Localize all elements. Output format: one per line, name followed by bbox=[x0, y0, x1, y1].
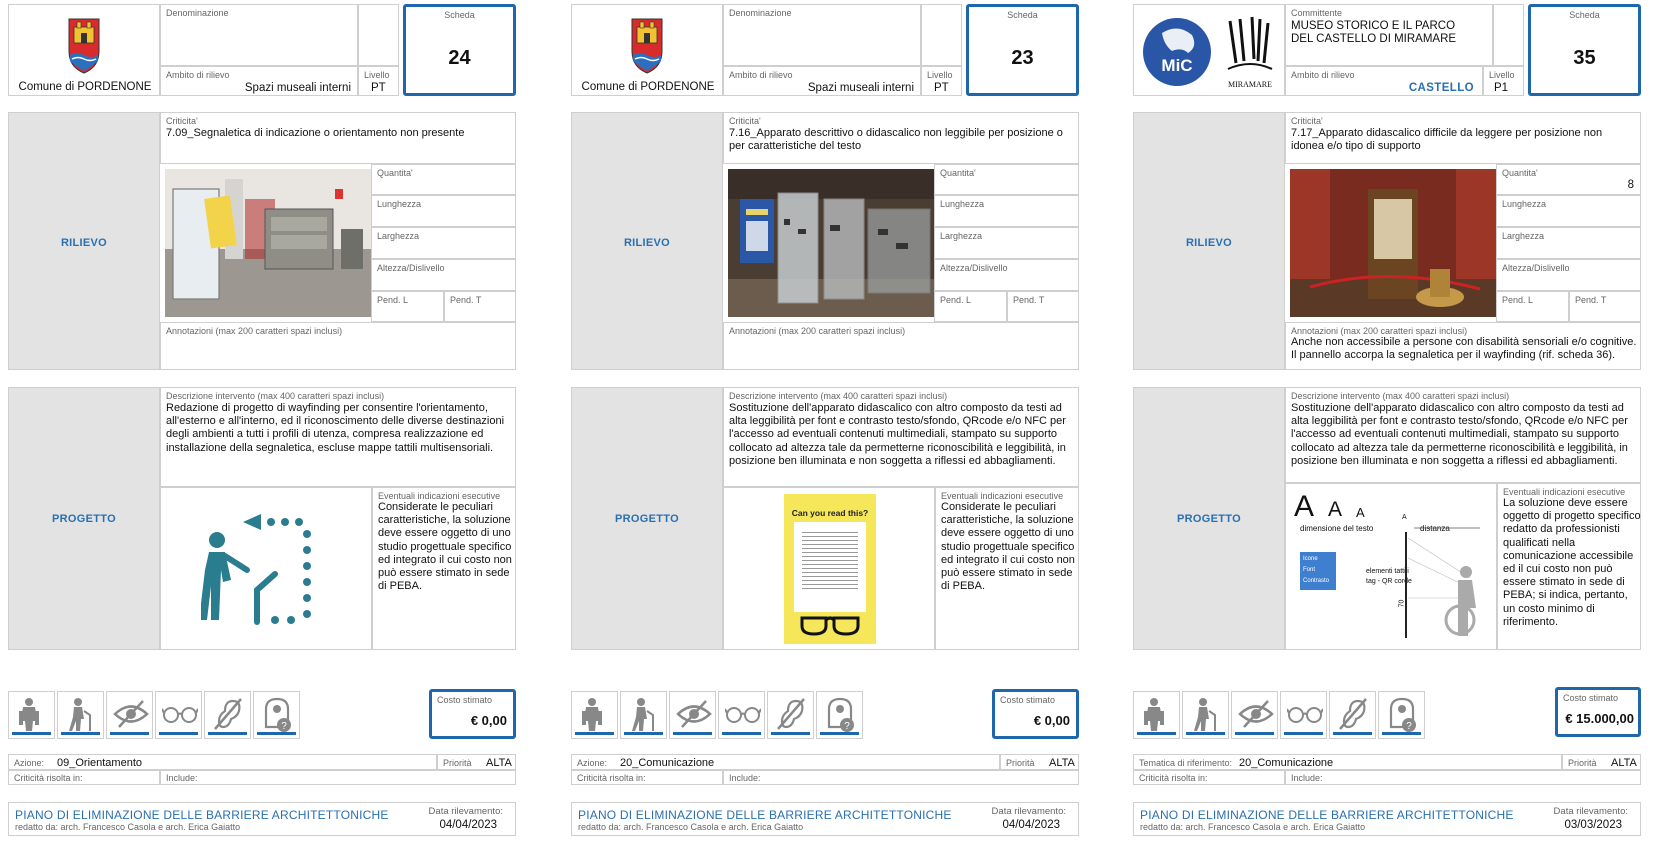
rilievo-panel bbox=[1133, 112, 1285, 370]
denominazione-field bbox=[723, 4, 921, 66]
priorita-field bbox=[1562, 754, 1641, 770]
diagram-a-small: A bbox=[1402, 514, 1407, 521]
progetto-panel bbox=[8, 387, 160, 650]
quantita-field bbox=[934, 164, 1079, 195]
lunghezza-field bbox=[934, 195, 1079, 227]
quantita-field bbox=[1496, 164, 1641, 195]
descrizione-field bbox=[1285, 387, 1641, 483]
scheda-box bbox=[1528, 4, 1641, 96]
altezza-field bbox=[371, 259, 516, 291]
altezza-label: Altezza/Dislivello bbox=[940, 263, 1008, 273]
data-rilevamento-value: 04/04/2023 bbox=[439, 819, 497, 831]
data-rilevamento-label: Data rilevamento: bbox=[1553, 806, 1628, 817]
indicazioni-label: Eventuali indicazioni esecutive bbox=[1503, 487, 1626, 497]
priorita-field bbox=[1000, 754, 1079, 770]
lunghezza-field bbox=[1496, 195, 1641, 227]
costo-label: Costo stimato bbox=[437, 695, 493, 705]
scheda-card-23 bbox=[571, 4, 1119, 840]
svg-text:?: ? bbox=[1406, 721, 1412, 732]
livello-label: Livello bbox=[1489, 70, 1515, 80]
scheda-label: Scheda bbox=[1007, 10, 1038, 20]
priorita-label: Priorità bbox=[443, 758, 472, 768]
descrizione-value: Redazione di progetto di wayfinding per consentire l'orientamento, all'esterno e all'interno, ed il riconoscimento delle diverse destinazioni degli ambienti a tutti i profili di utenza, compresa realizzazione ed installazione della segnaletica, escluse mappe tattili multisensoriali. bbox=[166, 402, 505, 454]
tematica-label: Tematica di riferimento: bbox=[1139, 758, 1233, 768]
pend-t-label: Pend. T bbox=[1575, 295, 1607, 305]
risolta-field bbox=[8, 770, 160, 785]
risolta-label: Criticità risolta in: bbox=[1139, 773, 1208, 783]
visually-impaired-icon bbox=[106, 691, 153, 739]
svg-text:?: ? bbox=[281, 721, 287, 732]
footer-subtitle: redatto da: arch. Francesco Casola e arch. Erica Gaiatto bbox=[1140, 822, 1366, 832]
include-field bbox=[1285, 770, 1641, 785]
comune-name: Comune di PORDENONE bbox=[18, 81, 152, 93]
indicazioni-value: La soluzione deve essere oggetto di progetto specifico redatto da professionisti qualificati nella comunicazione accessibile ed il cui costo non può essere stimato in sede di PEBA; si indica, pertanto, un costo minimo di riferimento. bbox=[1503, 497, 1641, 628]
include-label: Include: bbox=[1291, 773, 1323, 783]
footer-box bbox=[8, 802, 516, 836]
costo-box bbox=[992, 689, 1079, 739]
denominazione-field bbox=[160, 4, 358, 66]
comune-name: Comune di PORDENONE bbox=[581, 81, 715, 93]
criticita-label: Criticita' bbox=[1291, 116, 1323, 126]
criticita-field bbox=[160, 112, 516, 164]
rilievo-photo bbox=[165, 169, 371, 317]
ambito-value: Spazi museali interni bbox=[244, 82, 351, 94]
priorita-field bbox=[437, 754, 516, 770]
livello-value: PT bbox=[371, 82, 386, 94]
scheda-number: 35 bbox=[1573, 47, 1596, 69]
annotazioni-label: Annotazioni (max 200 caratteri spazi inclusi) bbox=[166, 326, 343, 336]
costo-value: € 15.000,00 bbox=[1565, 711, 1634, 726]
rilievo-photo bbox=[728, 169, 934, 317]
diagram-elementi: elementi tattili bbox=[1366, 568, 1409, 575]
diagram-small-a: A bbox=[1356, 505, 1365, 520]
wheelchair-user-icon bbox=[1133, 691, 1180, 739]
azione-value: 09_Orientamento bbox=[57, 757, 142, 769]
livello-value: PT bbox=[934, 82, 949, 94]
progetto-image-cell bbox=[160, 487, 372, 650]
committente-label: Committente bbox=[1291, 8, 1343, 18]
larghezza-label: Larghezza bbox=[1502, 231, 1545, 241]
pend-l-field bbox=[371, 291, 444, 322]
elderly-cane-icon bbox=[57, 691, 104, 739]
data-rilevamento-label: Data rilevamento: bbox=[991, 806, 1066, 817]
indicazioni-label: Eventuali indicazioni esecutive bbox=[378, 491, 501, 501]
quantita-value: 8 bbox=[1627, 179, 1634, 191]
include-label: Include: bbox=[729, 773, 761, 783]
cognitive-disability-icon bbox=[253, 691, 300, 739]
annotazioni-label: Annotazioni (max 200 caratteri spazi inclusi) bbox=[1291, 326, 1468, 336]
pend-t-label: Pend. T bbox=[1013, 295, 1045, 305]
progetto-label: PROGETTO bbox=[615, 513, 679, 525]
scheda-card-24 bbox=[8, 4, 556, 840]
header-logo-box bbox=[8, 4, 160, 96]
indicazioni-field bbox=[935, 487, 1079, 650]
footer-box bbox=[1133, 802, 1641, 836]
glasses-icon bbox=[155, 691, 202, 739]
azione-label: Azione: bbox=[577, 758, 608, 768]
include-field bbox=[723, 770, 1079, 785]
ambito-field bbox=[723, 66, 921, 96]
descrizione-value: Sostituzione dell'apparato didascalico con altro composto da testi ad alta leggibilità per font e contrasto testo/sfondo, QRcode e/o NFC per l'accesso ad eventuali contenuti multimediali, stampato su supporto collocato ad altezza tale da permetterne riconoscibilità e leggibilità, in posizione ben illuminata e non soggetta a riflessi ed abbagliamenti. bbox=[729, 402, 1066, 467]
livello-label: Livello bbox=[927, 70, 953, 80]
ambito-value: Spazi museali interni bbox=[807, 82, 914, 94]
pend-l-label: Pend. L bbox=[940, 295, 972, 305]
costo-label: Costo stimato bbox=[1000, 695, 1056, 705]
tematica-value: 20_Comunicazione bbox=[1239, 757, 1334, 769]
poster-text-block bbox=[794, 522, 866, 612]
progetto-image-cell bbox=[1285, 483, 1497, 650]
criticita-value: 7.17_Apparato didascalico difficile da leggere per posizione non idonea e/o tipo di supporto bbox=[1291, 127, 1603, 153]
scheda-label: Scheda bbox=[444, 10, 475, 20]
committente-value: MUSEO STORICO E IL PARCO DEL CASTELLO DI MIRAMARE bbox=[1291, 20, 1457, 46]
diagram-seventy: 70 bbox=[1398, 599, 1406, 608]
ambito-field bbox=[160, 66, 358, 96]
annotazioni-field bbox=[1285, 322, 1641, 370]
azione-label: Azione: bbox=[14, 758, 45, 768]
poster-heading: Can you read this? bbox=[791, 508, 869, 518]
indicazioni-value: Considerate le peculiari caratteristiche, la soluzione deve essere oggetto di uno studio progettuale specifico ed integrato il cui costo non può essere stimato in sede di PEBA. bbox=[378, 501, 512, 593]
tematica-field bbox=[1133, 754, 1562, 770]
descrizione-value: Sostituzione dell'apparato didascalico con altro composto da testi ad alta leggibilità per font e contrasto testo/sfondo, QRcode e/o NFC per l'accesso ad eventuali contenuti multimediali, stampato su supporto collocato ad altezza tale da permetterne riconoscibilità e leggibilità, in posizione ben illuminata e non soggetta a riflessi ed abbagliamenti. bbox=[1291, 402, 1628, 467]
progetto-panel bbox=[571, 387, 723, 650]
indicazioni-field bbox=[372, 487, 516, 650]
ambito-label: Ambito di rilievo bbox=[729, 70, 793, 80]
miramare-logo-icon bbox=[1222, 13, 1278, 93]
priorita-value: ALTA bbox=[1049, 757, 1075, 769]
data-rilevamento-label: Data rilevamento: bbox=[428, 806, 503, 817]
data-rilevamento-value: 04/04/2023 bbox=[1002, 819, 1060, 831]
diagram-contrasto: Contrasto bbox=[1303, 578, 1330, 584]
glasses-icon bbox=[718, 691, 765, 739]
elderly-cane-icon bbox=[1182, 691, 1229, 739]
pend-l-label: Pend. L bbox=[377, 295, 409, 305]
criticita-value: 7.16_Apparato descrittivo o didascalico non leggibile per posizione o per caratteristiche del testo bbox=[729, 127, 1063, 153]
pend-t-label: Pend. T bbox=[450, 295, 482, 305]
annotazioni-label: Annotazioni (max 200 caratteri spazi inclusi) bbox=[729, 326, 906, 336]
costo-box bbox=[1555, 687, 1641, 737]
pend-t-field bbox=[444, 291, 516, 322]
disability-icons-row bbox=[8, 691, 304, 739]
hearing-impaired-icon bbox=[1329, 691, 1376, 739]
altezza-label: Altezza/Dislivello bbox=[377, 263, 445, 273]
larghezza-field bbox=[371, 227, 516, 259]
scheda-box bbox=[966, 4, 1079, 96]
larghezza-label: Larghezza bbox=[940, 231, 983, 241]
include-field bbox=[160, 770, 516, 785]
ambito-label: Ambito di rilievo bbox=[1291, 70, 1355, 80]
lunghezza-field bbox=[371, 195, 516, 227]
scheda-number: 23 bbox=[1011, 47, 1034, 69]
livello-field bbox=[1483, 66, 1524, 96]
diagram-tag: tag - QR corde bbox=[1366, 578, 1412, 585]
rilievo-photo bbox=[1290, 169, 1496, 317]
azione-value: 20_Comunicazione bbox=[620, 757, 715, 769]
risolta-field bbox=[571, 770, 723, 785]
mic-logo-icon bbox=[1142, 17, 1212, 87]
descrizione-label: Descrizione intervento (max 400 caratteri spazi inclusi) bbox=[729, 391, 948, 401]
lunghezza-label: Lunghezza bbox=[377, 199, 422, 209]
descrizione-label: Descrizione intervento (max 400 caratteri spazi inclusi) bbox=[1291, 391, 1510, 401]
larghezza-field bbox=[1496, 227, 1641, 259]
risolta-field bbox=[1133, 770, 1285, 785]
descrizione-label: Descrizione intervento (max 400 caratteri spazi inclusi) bbox=[166, 391, 385, 401]
annotazioni-value: Anche non accessibile a persone con disabilità sensoriali e/o cognitive. Il pannello accorpa la segnaletica per il wayfinding (rif. scheda 36). bbox=[1291, 336, 1637, 362]
svg-text:?: ? bbox=[844, 721, 850, 732]
scheda-number: 24 bbox=[448, 47, 471, 69]
criticita-label: Criticita' bbox=[729, 116, 761, 126]
visually-impaired-icon bbox=[1231, 691, 1278, 739]
data-rilevamento-value: 03/03/2023 bbox=[1564, 819, 1622, 831]
glasses-icon bbox=[1280, 691, 1327, 739]
livello-label: Livello bbox=[364, 70, 390, 80]
ambito-label: Ambito di rilievo bbox=[166, 70, 230, 80]
wayfinding-pictogram-icon bbox=[201, 510, 331, 630]
pordenone-coat-of-arms-icon bbox=[67, 17, 101, 75]
progetto-panel bbox=[1133, 387, 1285, 650]
header-logo-box bbox=[1133, 4, 1285, 96]
lunghezza-label: Lunghezza bbox=[1502, 199, 1547, 209]
ambito-value: CASTELLO bbox=[1408, 82, 1474, 94]
scheda-box bbox=[403, 4, 516, 96]
disability-icons-row bbox=[571, 691, 867, 739]
priorita-label: Priorità bbox=[1568, 758, 1597, 768]
pend-l-field bbox=[1496, 291, 1569, 322]
footer-title: PIANO DI ELIMINAZIONE DELLE BARRIERE ARCHITETTONICHE bbox=[1140, 808, 1514, 822]
indicazioni-field bbox=[1497, 483, 1641, 650]
annotazioni-field bbox=[723, 322, 1079, 370]
azione-field bbox=[571, 754, 1000, 770]
can-you-read-poster bbox=[784, 494, 876, 644]
livello-field bbox=[358, 66, 399, 96]
rilievo-label: RILIEVO bbox=[623, 237, 671, 249]
pend-t-field bbox=[1569, 291, 1641, 322]
rilievo-panel bbox=[8, 112, 160, 370]
diagram-mid-a: A bbox=[1328, 498, 1343, 521]
livello-field bbox=[921, 66, 962, 96]
elderly-cane-icon bbox=[620, 691, 667, 739]
criticita-field bbox=[1285, 112, 1641, 164]
risolta-label: Criticità risolta in: bbox=[577, 773, 646, 783]
altezza-field bbox=[1496, 259, 1641, 291]
indicazioni-value: Considerate le peculiari caratteristiche, la soluzione deve essere oggetto di uno studio progettuale specifico ed integrato il cui costo non può essere stimato in sede di PEBA. bbox=[941, 501, 1075, 593]
quantita-field bbox=[371, 164, 516, 195]
wheelchair-user-icon bbox=[571, 691, 618, 739]
rilievo-label: RILIEVO bbox=[1185, 237, 1233, 249]
progetto-label: PROGETTO bbox=[1177, 513, 1241, 525]
quantita-label: Quantita' bbox=[1502, 168, 1538, 178]
wheelchair-user-icon bbox=[8, 691, 55, 739]
footer-subtitle: redatto da: arch. Francesco Casola e arch. Erica Gaiatto bbox=[578, 822, 804, 832]
footer-subtitle: redatto da: arch. Francesco Casola e arch. Erica Gaiatto bbox=[15, 822, 241, 832]
quantita-label: Quantita' bbox=[377, 168, 413, 178]
costo-value: € 0,00 bbox=[470, 713, 507, 728]
descrizione-field bbox=[160, 387, 516, 487]
footer-box bbox=[571, 802, 1079, 836]
footer-title: PIANO DI ELIMINAZIONE DELLE BARRIERE ARCHITETTONICHE bbox=[578, 808, 952, 822]
costo-label: Costo stimato bbox=[1563, 693, 1619, 703]
costo-value: € 0,00 bbox=[1033, 713, 1070, 728]
diagram-font: Font bbox=[1303, 567, 1316, 573]
header-logo-box bbox=[571, 4, 723, 96]
blank-cell bbox=[1493, 4, 1524, 66]
progetto-image-cell bbox=[723, 487, 935, 650]
diagram-distanza: distanza bbox=[1420, 524, 1450, 533]
cognitive-disability-icon bbox=[1378, 691, 1425, 739]
larghezza-label: Larghezza bbox=[377, 231, 420, 241]
priorita-label: Priorità bbox=[1006, 758, 1035, 768]
committente-field bbox=[1285, 4, 1493, 66]
include-label: Include: bbox=[166, 773, 198, 783]
hearing-impaired-icon bbox=[204, 691, 251, 739]
denominazione-label: Denominazione bbox=[166, 8, 229, 18]
rilievo-panel bbox=[571, 112, 723, 370]
glasses-icon bbox=[800, 612, 860, 636]
altezza-field bbox=[934, 259, 1079, 291]
diagram-big-a: A bbox=[1294, 490, 1315, 523]
footer-title: PIANO DI ELIMINAZIONE DELLE BARRIERE ARCHITETTONICHE bbox=[15, 808, 389, 822]
criticita-value: 7.09_Segnaletica di indicazione o orientamento non presente bbox=[166, 127, 465, 139]
visually-impaired-icon bbox=[669, 691, 716, 739]
pend-l-label: Pend. L bbox=[1502, 295, 1534, 305]
risolta-label: Criticità risolta in: bbox=[14, 773, 83, 783]
blank-cell bbox=[921, 4, 962, 66]
disability-icons-row bbox=[1133, 691, 1429, 739]
blank-cell bbox=[358, 4, 399, 66]
annotazioni-field bbox=[160, 322, 516, 370]
livello-value: P1 bbox=[1494, 82, 1509, 94]
ambito-field bbox=[1285, 66, 1483, 96]
lunghezza-label: Lunghezza bbox=[940, 199, 985, 209]
scheda-label: Scheda bbox=[1569, 10, 1600, 20]
denominazione-label: Denominazione bbox=[729, 8, 792, 18]
hearing-impaired-icon bbox=[767, 691, 814, 739]
pordenone-coat-of-arms-icon bbox=[630, 17, 664, 75]
priorita-value: ALTA bbox=[1611, 757, 1637, 769]
criticita-label: Criticita' bbox=[166, 116, 198, 126]
criticita-field bbox=[723, 112, 1079, 164]
progetto-label: PROGETTO bbox=[52, 513, 116, 525]
cognitive-disability-icon bbox=[816, 691, 863, 739]
costo-box bbox=[429, 689, 516, 739]
diagram-dim-label: dimensione del testo bbox=[1300, 524, 1374, 533]
rilievo-label: RILIEVO bbox=[60, 237, 108, 249]
quantita-label: Quantita' bbox=[940, 168, 976, 178]
mic-logo-text: MiC bbox=[1161, 56, 1193, 75]
pend-t-field bbox=[1007, 291, 1079, 322]
indicazioni-label: Eventuali indicazioni esecutive bbox=[941, 491, 1064, 501]
priorita-value: ALTA bbox=[486, 757, 512, 769]
diagram-icone: Icone bbox=[1303, 556, 1318, 562]
larghezza-field bbox=[934, 227, 1079, 259]
azione-field bbox=[8, 754, 437, 770]
descrizione-field bbox=[723, 387, 1079, 487]
miramare-logo-text: MIRAMARE bbox=[1227, 80, 1273, 89]
scheda-card-35 bbox=[1133, 4, 1677, 840]
pend-l-field bbox=[934, 291, 1007, 322]
altezza-label: Altezza/Dislivello bbox=[1502, 263, 1570, 273]
readability-diagram bbox=[1290, 488, 1494, 646]
